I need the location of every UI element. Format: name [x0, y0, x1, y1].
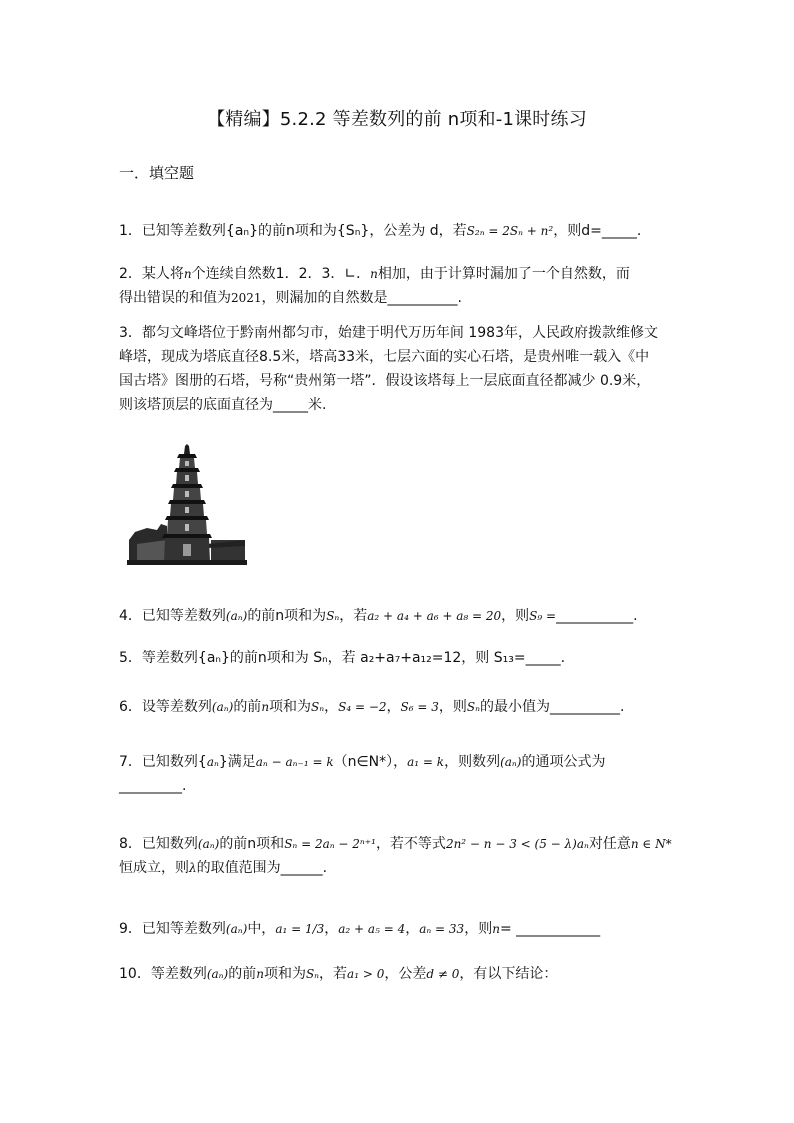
formula: a₂ + a₄ + a₆ + a₈ = 20 [367, 609, 502, 623]
formula: aₙ − aₙ₋₁ = k [255, 755, 334, 769]
question-5: 5．等差数列{aₙ}的前n项和为 Sₙ，若 a₂+a₇+a₁₂=12，则 S₁₃=_____. [119, 650, 566, 666]
formula: 2n² − n − 3 < (5 − λ)aₙ [445, 837, 589, 851]
question-3: 3．都匀文峰塔位于黔南州都匀市，始建于明代万历年间 1983年，人民政府拨款维修文 峰塔，现成为塔底直径8.5米，塔高33米，七层六面的实心石塔，是贵州唯一载入《中 国古塔》图册的石塔，号称“贵州第一塔”．假设该塔每上一层底面直径都减少 0.9米， 则该塔顶层的底面直径为_____米. [119, 325, 658, 413]
question-1: 1．已知等差数列{an}的前n项和为{Sn}，公差为 d，若S₂ₙ = 2Sₙ + n²，则d=_____. [119, 223, 642, 239]
question-6: 6．设等差数列(aₙ)的前n项和为Sₙ，S₄ = −2，S₆ = 3，则Sₙ的最小值为__________. [119, 699, 625, 715]
question-10: 10．等差数列(aₙ)的前n项和为Sₙ，若a₁ > 0，公差d ≠ 0，有以下结论： [119, 966, 558, 982]
question-9: 9．已知等差数列(aₙ)中，a₁ = 1/3，a₂ + a₅ = 4，aₙ = 33，则n= ____________ [119, 921, 601, 937]
formula: S₂ₙ = 2Sₙ + n² [466, 224, 554, 238]
formula: a₁ = 1/3 [275, 922, 325, 936]
question-4: 4．已知等差数列(aₙ)的前n项和为Sₙ，若a₂ + a₄ + a₆ + a₈ = 20，则S₉ =___________. [119, 608, 638, 624]
question-7: 7．已知数列{aₙ}满足aₙ − aₙ₋₁ = k（n∈N*），a₁ = k，则数列(aₙ)的通项公式为 _________. [119, 754, 606, 794]
page-title: 【精编】5.2.2 等差数列的前 n项和-1课时练习 [207, 109, 587, 130]
question-2: 2．某人将n个连续自然数1．2．3．∟．n相加，由于计算时漏加了一个自然数，而 得出错误的和值为2021，则漏加的自然数是__________. [119, 266, 630, 306]
pagoda-image [127, 444, 247, 565]
formula: Sₙ = 2aₙ − 2ⁿ⁺¹ [284, 837, 376, 851]
question-8: 8．已知数列(aₙ)的前n项和Sₙ = 2aₙ − 2ⁿ⁺¹，若不等式2n² − n − 3 < (5 − λ)aₙ对任意n ∈ N* 恒成立，则λ的取值范围为______. [119, 836, 672, 876]
section-heading: 一．填空题 [119, 164, 195, 182]
